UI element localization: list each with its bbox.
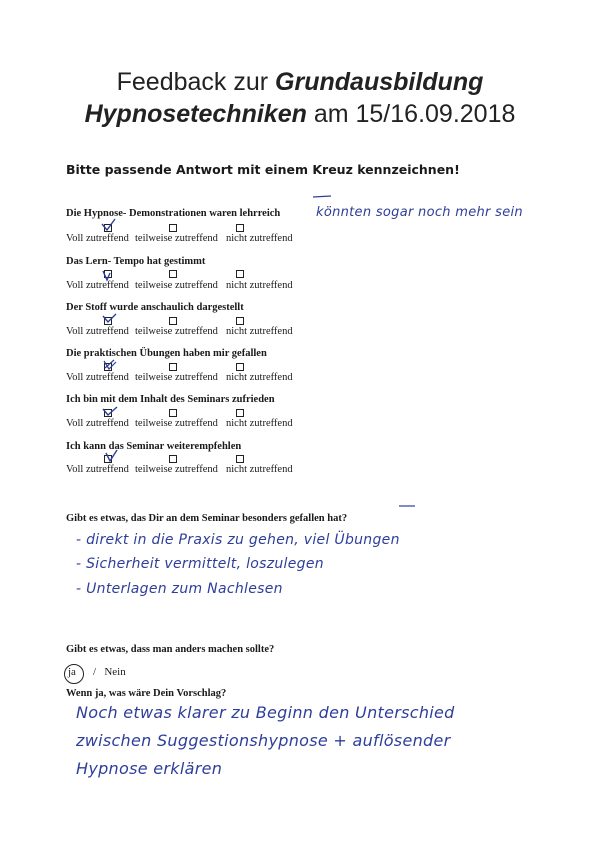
handwritten-suggestion-1: Noch etwas klarer zu Beginn den Unterschied — [76, 703, 455, 722]
option-nicht: nicht zutreffend — [226, 418, 293, 429]
option-teilweise: teilweise zutreffend — [135, 418, 218, 429]
pen-stroke — [312, 194, 332, 200]
check-mark-q5 — [102, 404, 118, 418]
question-6: Ich kann das Seminar weiterempfehlen — [66, 441, 242, 452]
checkbox-q5-teilweise[interactable] — [169, 409, 177, 417]
open-question-2-label: Gibt es etwas, dass man anders machen sollte? — [66, 644, 275, 655]
open-question-3-label: Wenn ja, was wäre Dein Vorschlag? — [66, 688, 227, 699]
checkbox-q4-teilweise[interactable] — [169, 363, 177, 371]
title-bold-2: Hypnosetechniken — [84, 100, 307, 128]
option-nicht: nicht zutreffend — [226, 372, 293, 383]
question-5: Ich bin mit dem Inhalt des Seminars zufrieden — [66, 394, 275, 405]
option-teilweise: teilweise zutreffend — [135, 464, 218, 475]
option-nicht: nicht zutreffend — [226, 280, 293, 291]
title-line-2 — [0, 100, 600, 129]
no-option-row — [93, 666, 126, 678]
handwritten-suggestion-3: Hypnose erklären — [76, 759, 223, 778]
option-separator: / — [93, 666, 97, 678]
checkbox-q6-nicht[interactable] — [236, 455, 244, 463]
question-1: Die Hypnose- Demonstrationen waren lehrreich — [66, 208, 281, 219]
yes-option[interactable]: ja — [68, 666, 76, 678]
open-question-1-label: Gibt es etwas, das Dir an dem Seminar besonders gefallen hat? — [66, 513, 348, 524]
title-bold-1: Grundausbildung — [275, 68, 484, 96]
option-teilweise: teilweise zutreffend — [135, 233, 218, 244]
option-teilweise: teilweise zutreffend — [135, 326, 218, 337]
option-nicht: nicht zutreffend — [226, 326, 293, 337]
handwritten-note-q1: könnten sogar noch mehr sein — [316, 205, 523, 220]
check-mark-q4 — [102, 358, 118, 372]
option-voll: Voll zutreffend — [66, 280, 129, 291]
option-voll: Voll zutreffend — [66, 372, 129, 383]
handwritten-answer-3: - Unterlagen zum Nachlesen — [76, 581, 283, 597]
option-voll: Voll zutreffend — [66, 418, 129, 429]
check-mark-q6 — [104, 449, 120, 463]
question-3: Der Stoff wurde anschaulich dargestellt — [66, 302, 244, 313]
option-nicht: nicht zutreffend — [226, 233, 293, 244]
no-option[interactable]: Nein — [104, 666, 126, 678]
checkbox-q2-nicht[interactable] — [236, 270, 244, 278]
check-mark-q3 — [102, 312, 118, 326]
option-teilweise: teilweise zutreffend — [135, 372, 218, 383]
handwritten-answer-2: - Sicherheit vermittelt, loszulegen — [76, 556, 324, 572]
checkbox-q2-teilweise[interactable] — [169, 270, 177, 278]
option-nicht: nicht zutreffend — [226, 464, 293, 475]
title-line-1 — [0, 68, 600, 97]
checkbox-q4-nicht[interactable] — [236, 363, 244, 371]
check-mark-q1 — [100, 218, 116, 232]
option-voll: Voll zutreffend — [66, 233, 129, 244]
title-plain-2: am 15/16.09.2018 — [313, 100, 516, 128]
title-plain-1: Feedback zur — [116, 68, 269, 96]
handwritten-answer-1: - direkt in die Praxis zu gehen, viel Übungen — [76, 532, 400, 548]
checkbox-q3-teilweise[interactable] — [169, 317, 177, 325]
question-2: Das Lern- Tempo hat gestimmt — [66, 256, 206, 267]
option-teilweise: teilweise zutreffend — [135, 280, 218, 291]
option-voll: Voll zutreffend — [66, 464, 129, 475]
option-voll: Voll zutreffend — [66, 326, 129, 337]
checkbox-q1-teilweise[interactable] — [169, 224, 177, 232]
checkbox-q5-nicht[interactable] — [236, 409, 244, 417]
checkbox-q3-nicht[interactable] — [236, 317, 244, 325]
question-4: Die praktischen Übungen haben mir gefallen — [66, 348, 267, 359]
instruction-text: Bitte passende Antwort mit einem Kreuz kennzeichnen! — [66, 162, 460, 177]
checkbox-q6-teilweise[interactable] — [169, 455, 177, 463]
pen-stroke — [398, 503, 416, 509]
checkbox-q1-nicht[interactable] — [236, 224, 244, 232]
handwritten-suggestion-2: zwischen Suggestionshypnose + auflösender — [76, 731, 451, 750]
